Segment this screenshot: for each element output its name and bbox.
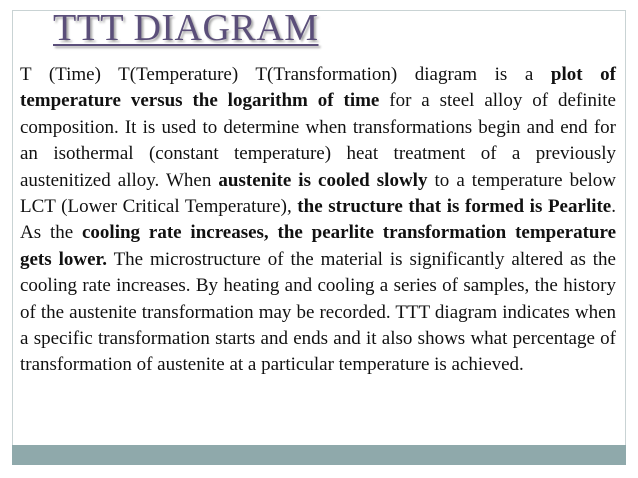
text-segment: to a temperature below LCT (Lower Critical Temperature),	[20, 169, 617, 218]
bold-text-segment: austenite is cooled slowly	[218, 169, 428, 191]
bottom-accent-bar	[12, 445, 626, 465]
text-segment: . As the	[20, 196, 616, 244]
body-paragraph	[20, 62, 616, 379]
text-segment: T (Time) T(Temperature) T(Transformation) diagram is a	[20, 64, 551, 85]
text-segment: for a steel alloy of definite composition. It is used to determine when transformations begin and end for an isothermal (constant temperature) heat treatment of a previously austenitized alloy. When	[20, 90, 616, 191]
text-segment: The microstructure of the material is significantly altered as the cooling rate increases. By heating and cooling a series of samples, the history of the austenite transformation may be recorded. TTT diagram indicates when a specific transformation starts and ends and it also shows what percentage of transformation of austenite at a particular temperature is achieved.	[20, 248, 616, 376]
bold-text-segment: the structure that is formed is Pearlite	[297, 196, 612, 218]
bold-text-segment: plot of temperature versus the logarithm of time	[20, 64, 616, 112]
slide-title: TTT DIAGRAM	[53, 7, 319, 49]
bold-text-segment: cooling rate increases, the pearlite transformation temperature gets lower.	[20, 222, 617, 270]
